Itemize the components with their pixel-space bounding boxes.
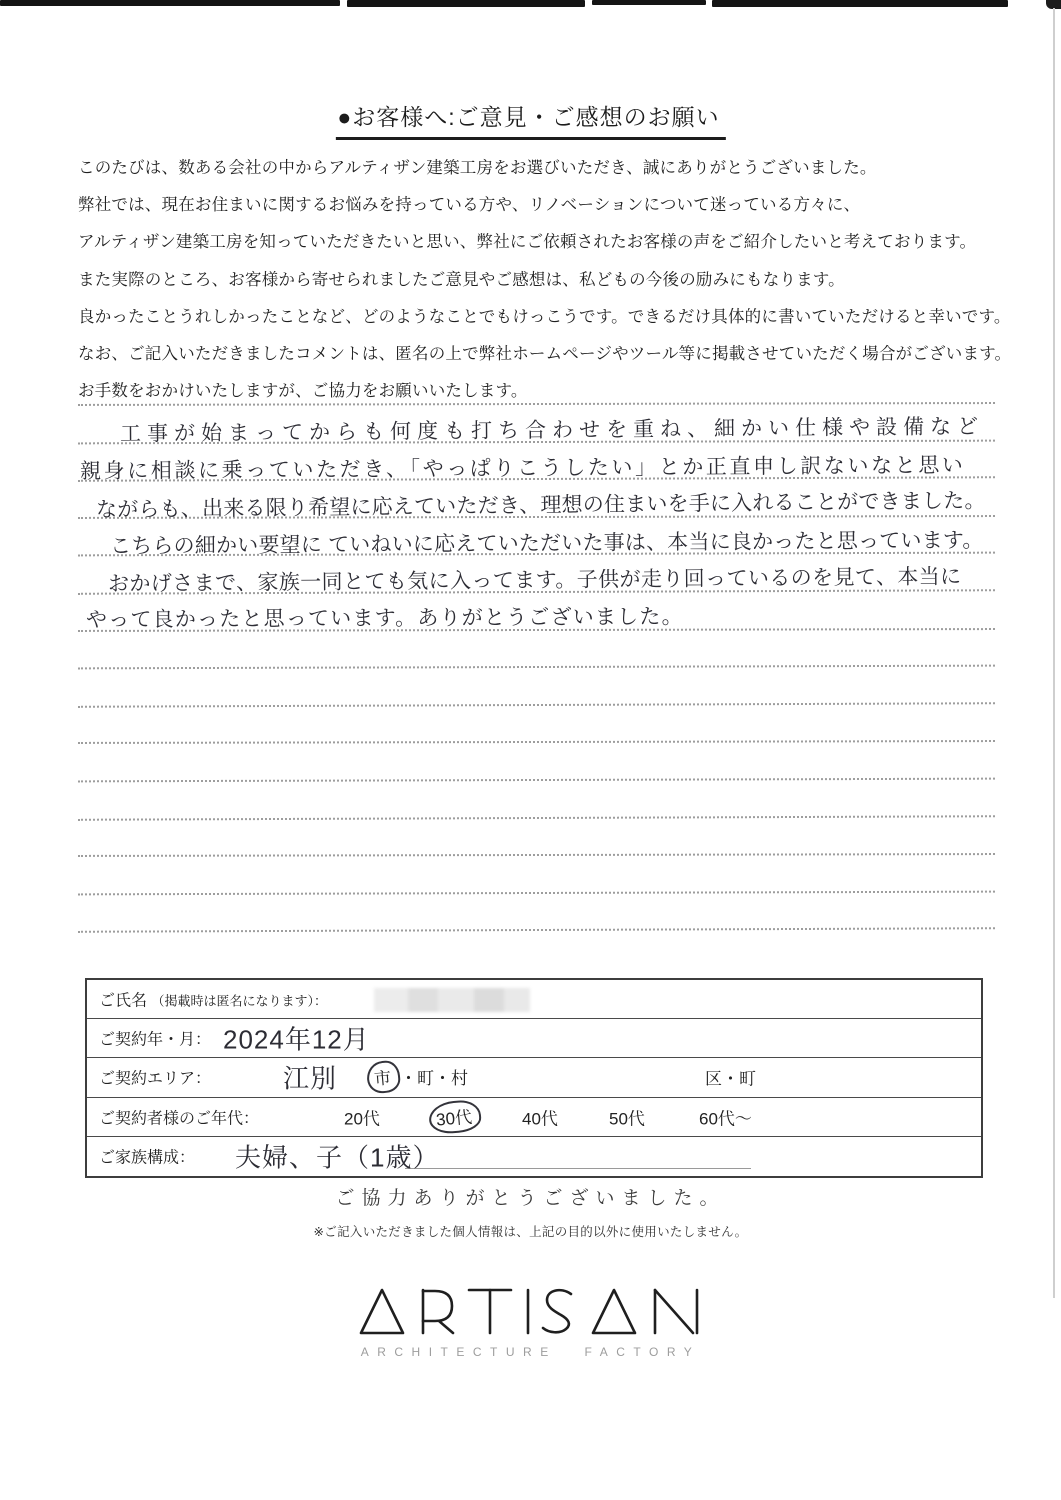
name-label-note: （掲載時は匿名になります）： [151,993,327,1009]
logo-subtitle: ARCHITECTURE FACTORY [360,1345,701,1359]
age-option-30s-circled [429,1101,481,1133]
contract-date-label: ご契約年・月： [99,1031,212,1049]
intro-line: アルティザン建築工房を知っていただきたいと思い、弊社にご依頼されたお客様の声をご紹介したいと考えております。 [78,233,977,252]
intro-line: なお、ご記入いただきましたコメントは、匿名の上で弊社ホームページやツール等に掲載させていただく場合がございます。 [78,345,1012,364]
circled-option-30s [428,1098,483,1134]
contract-date-value-handwritten: 2024年12月 [223,1024,370,1055]
dotted-rule-line [78,853,995,857]
name-label-text: ご氏名 [99,992,148,1010]
area-right-options: 区・町 [705,1069,756,1089]
dotted-rule-line [78,928,995,934]
dotted-rule-line [78,402,995,406]
age-option-20s: 20代 [344,1109,380,1129]
intro-line: このたびは、数ある会社の中からアルティザン建築工房をお選びいただき、誠にありがとうございました。 [78,159,877,177]
age-option-60s: 60代～ [699,1109,752,1129]
dotted-rule-line [78,702,995,708]
scan-artifact-line [405,1168,751,1169]
handwritten-feedback-line: 親身に相談に乗っていただき、「やっぱりこうしたい」とか正直申し訳ないなと思い [79,453,966,483]
intro-line: お手数をおかけいたしますが、ご協力をお願いいたします。 [78,382,528,401]
intro-paragraph [78,150,1012,410]
feedback-writing-area [78,400,995,955]
area-value-handwritten: 江別 [283,1063,338,1094]
dotted-rule-line [78,890,995,895]
dotted-rule-line [78,740,995,744]
handwritten-feedback-line: こちらの細かい要望に ていねいに応えていただいた事は、本当に良かったと思っています。 [109,528,984,558]
scan-artifact-top [592,0,706,5]
handwritten-feedback-line: ながらも、出来る限り希望に応えていただき、理想の住まいを手に入れることができました。 [95,489,986,522]
area-unit-options [367,1061,468,1093]
scan-artifact-top [712,0,1008,7]
age-option-50s: 50代 [609,1109,645,1129]
redacted-name-value [374,988,530,1012]
table-row-area [87,1058,981,1097]
age-option-30s-text: 30代 [435,1107,473,1130]
scan-artifact-right-edge [1053,8,1055,1298]
intro-line: また実際のところ、お客様から寄せられましたご意見やご感想は、私どもの今後の励みにもなります。 [78,270,845,289]
table-row-family [87,1137,981,1176]
area-label: ご契約エリア： [99,1070,212,1088]
handwritten-feedback-line: 工事が始まってからも何度も打ち合わせを重ね、細かい仕様や設備など [119,415,985,446]
table-row-age [87,1098,981,1137]
family-value-handwritten: 夫婦、子（1歳） [235,1142,440,1173]
family-label: ご家族構成： [99,1149,196,1167]
privacy-note: ※ご記入いただきました個人情報は、上記の目的以外に使用いたしません。 [313,1225,748,1239]
artisan-wordmark-icon [359,1288,703,1336]
thanks-message: ご協力ありがとうございました。 [335,1188,726,1209]
handwritten-feedback-line: おかげさまで、家族一同とても気に入ってます。子供が走り回っているのを見て、本当に [107,565,962,597]
area-unit-rest: ・町・村 [400,1069,468,1089]
page-title: ●お客様へ:ご意見・ご感想のお願い [335,99,725,140]
age-label: ご契約者様のご年代： [99,1110,260,1128]
table-row-name [87,980,981,1019]
scan-artifact-top [347,0,585,7]
handwritten-feedback-line: やって良かったと思っています。ありがとうございました。 [85,605,684,632]
area-unit-circled-text: 市 [373,1068,392,1090]
contract-info-table [85,978,983,1178]
age-option-40s: 40代 [522,1109,558,1129]
intro-line: 弊社では、現在お住まいに関するお悩みを持っている方や、リノベーションについて迷っている方々に、 [78,196,861,215]
dotted-rule-line [78,815,995,821]
dotted-rule-line [78,665,995,670]
dotted-rule-line [78,778,995,783]
intro-line: 良かったことうれしかったことなど、どのようなことでもけっこうです。できるだけ具体的に書いていただけると幸いです。 [78,307,1011,326]
table-row-contract-date [87,1019,981,1058]
scan-artifact-top [0,0,340,6]
name-label [99,988,327,1011]
artisan-logo [351,1288,711,1359]
circled-option-city [366,1060,402,1095]
